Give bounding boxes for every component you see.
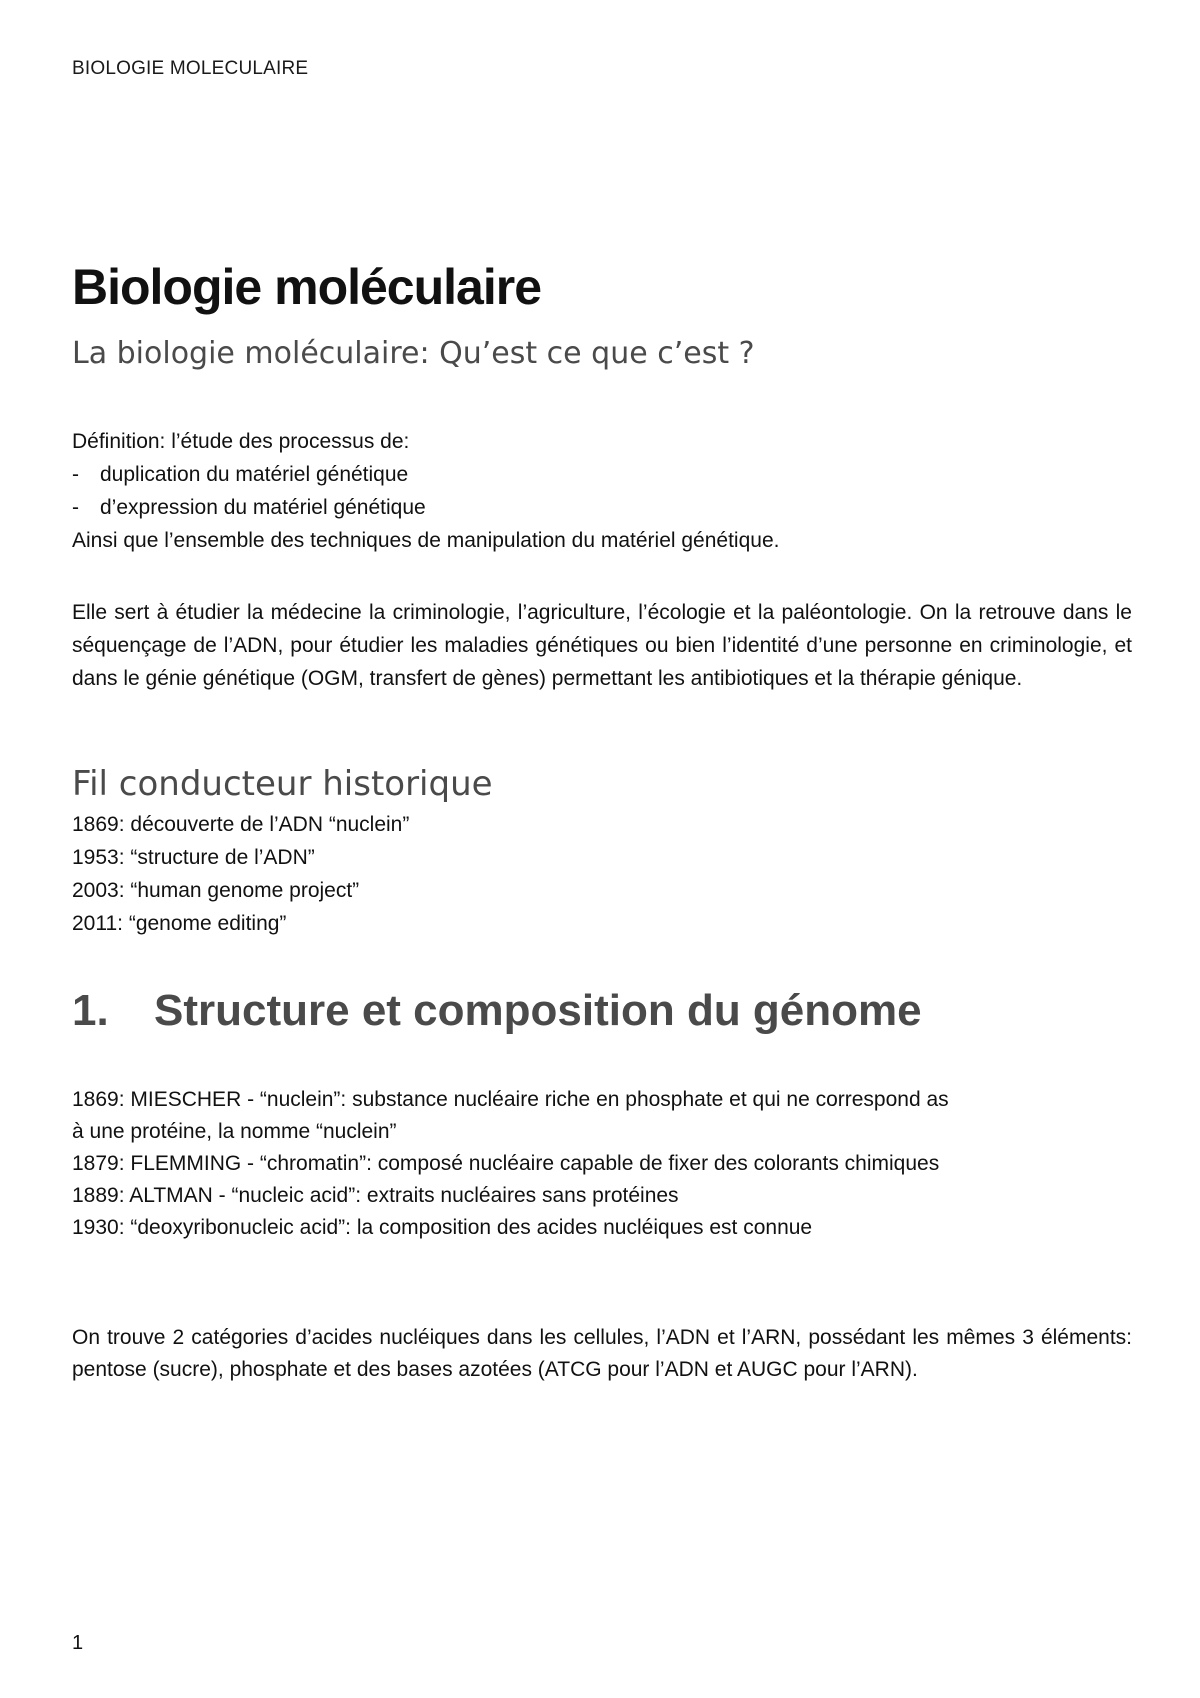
categories-paragraph: On trouve 2 catégories d’acides nucléiques dans les cellules, l’ADN et l’ARN, possédant les mêmes 3 éléments: pentose (sucre), phosphate et des bases azotées (ATCG pour l’ADN et AUGC pour l’ARN). <box>72 1326 1132 1381</box>
chapter-history <box>72 1084 952 1244</box>
definition-bullet <box>72 491 1132 524</box>
chapter-heading <box>72 986 922 1036</box>
bullet-dash: - <box>72 463 79 486</box>
page-subtitle: La biologie moléculaire: Qu’est ce que c’est ? <box>72 336 755 371</box>
history-line: 1879: FLEMMING - “chromatin”: composé nucléaire capable de fixer des colorants chimiques <box>72 1152 940 1175</box>
definition-bullet <box>72 458 1132 491</box>
definition-closing: Ainsi que l’ensemble des techniques de manipulation du matériel génétique. <box>72 529 780 552</box>
chapter-number: 1. <box>72 986 109 1035</box>
history-timeline <box>72 808 1132 940</box>
timeline-item: 2011: “genome editing” <box>72 912 287 935</box>
bullet-dash: - <box>72 496 79 519</box>
page-title: Biologie moléculaire <box>72 259 542 315</box>
running-header: BIOLOGIE MOLECULAIRE <box>72 58 309 79</box>
chapter-title-text: Structure et composition du génome <box>154 986 922 1035</box>
timeline-item: 1953: “structure de l’ADN” <box>72 846 315 869</box>
history-heading: Fil conducteur historique <box>72 764 493 804</box>
bullet-text: duplication du matériel génétique <box>100 463 409 486</box>
timeline-item: 1869: découverte de l’ADN “nuclein” <box>72 813 410 836</box>
bullet-text: d’expression du matériel génétique <box>100 496 426 519</box>
timeline-item: 2003: “human genome project” <box>72 879 360 902</box>
history-line: 1889: ALTMAN - “nucleic acid”: extraits nucléaires sans protéines <box>72 1184 679 1207</box>
definition-block <box>72 425 1132 557</box>
history-line: 1869: MIESCHER - “nuclein”: substance nucléaire riche en phosphate et qui ne correspond as à une protéine, la nomme “nuclein” <box>72 1088 949 1143</box>
page-number: 1 <box>72 1632 84 1654</box>
usage-paragraph: Elle sert à étudier la médecine la criminologie, l’agriculture, l’écologie et la paléontologie. On la retrouve dans le séquençage de l’ADN, pour étudier les maladies génétiques ou bien l’identité d’une personne en criminologie, et dans le génie génétique (OGM, transfert de gènes) permettant les antibiotiques et la thérapie génique. <box>72 601 1132 690</box>
history-line: 1930: “deoxyribonucleic acid”: la composition des acides nucléiques est connue <box>72 1216 813 1239</box>
definition-intro: Définition: l’étude des processus de: <box>72 430 410 453</box>
